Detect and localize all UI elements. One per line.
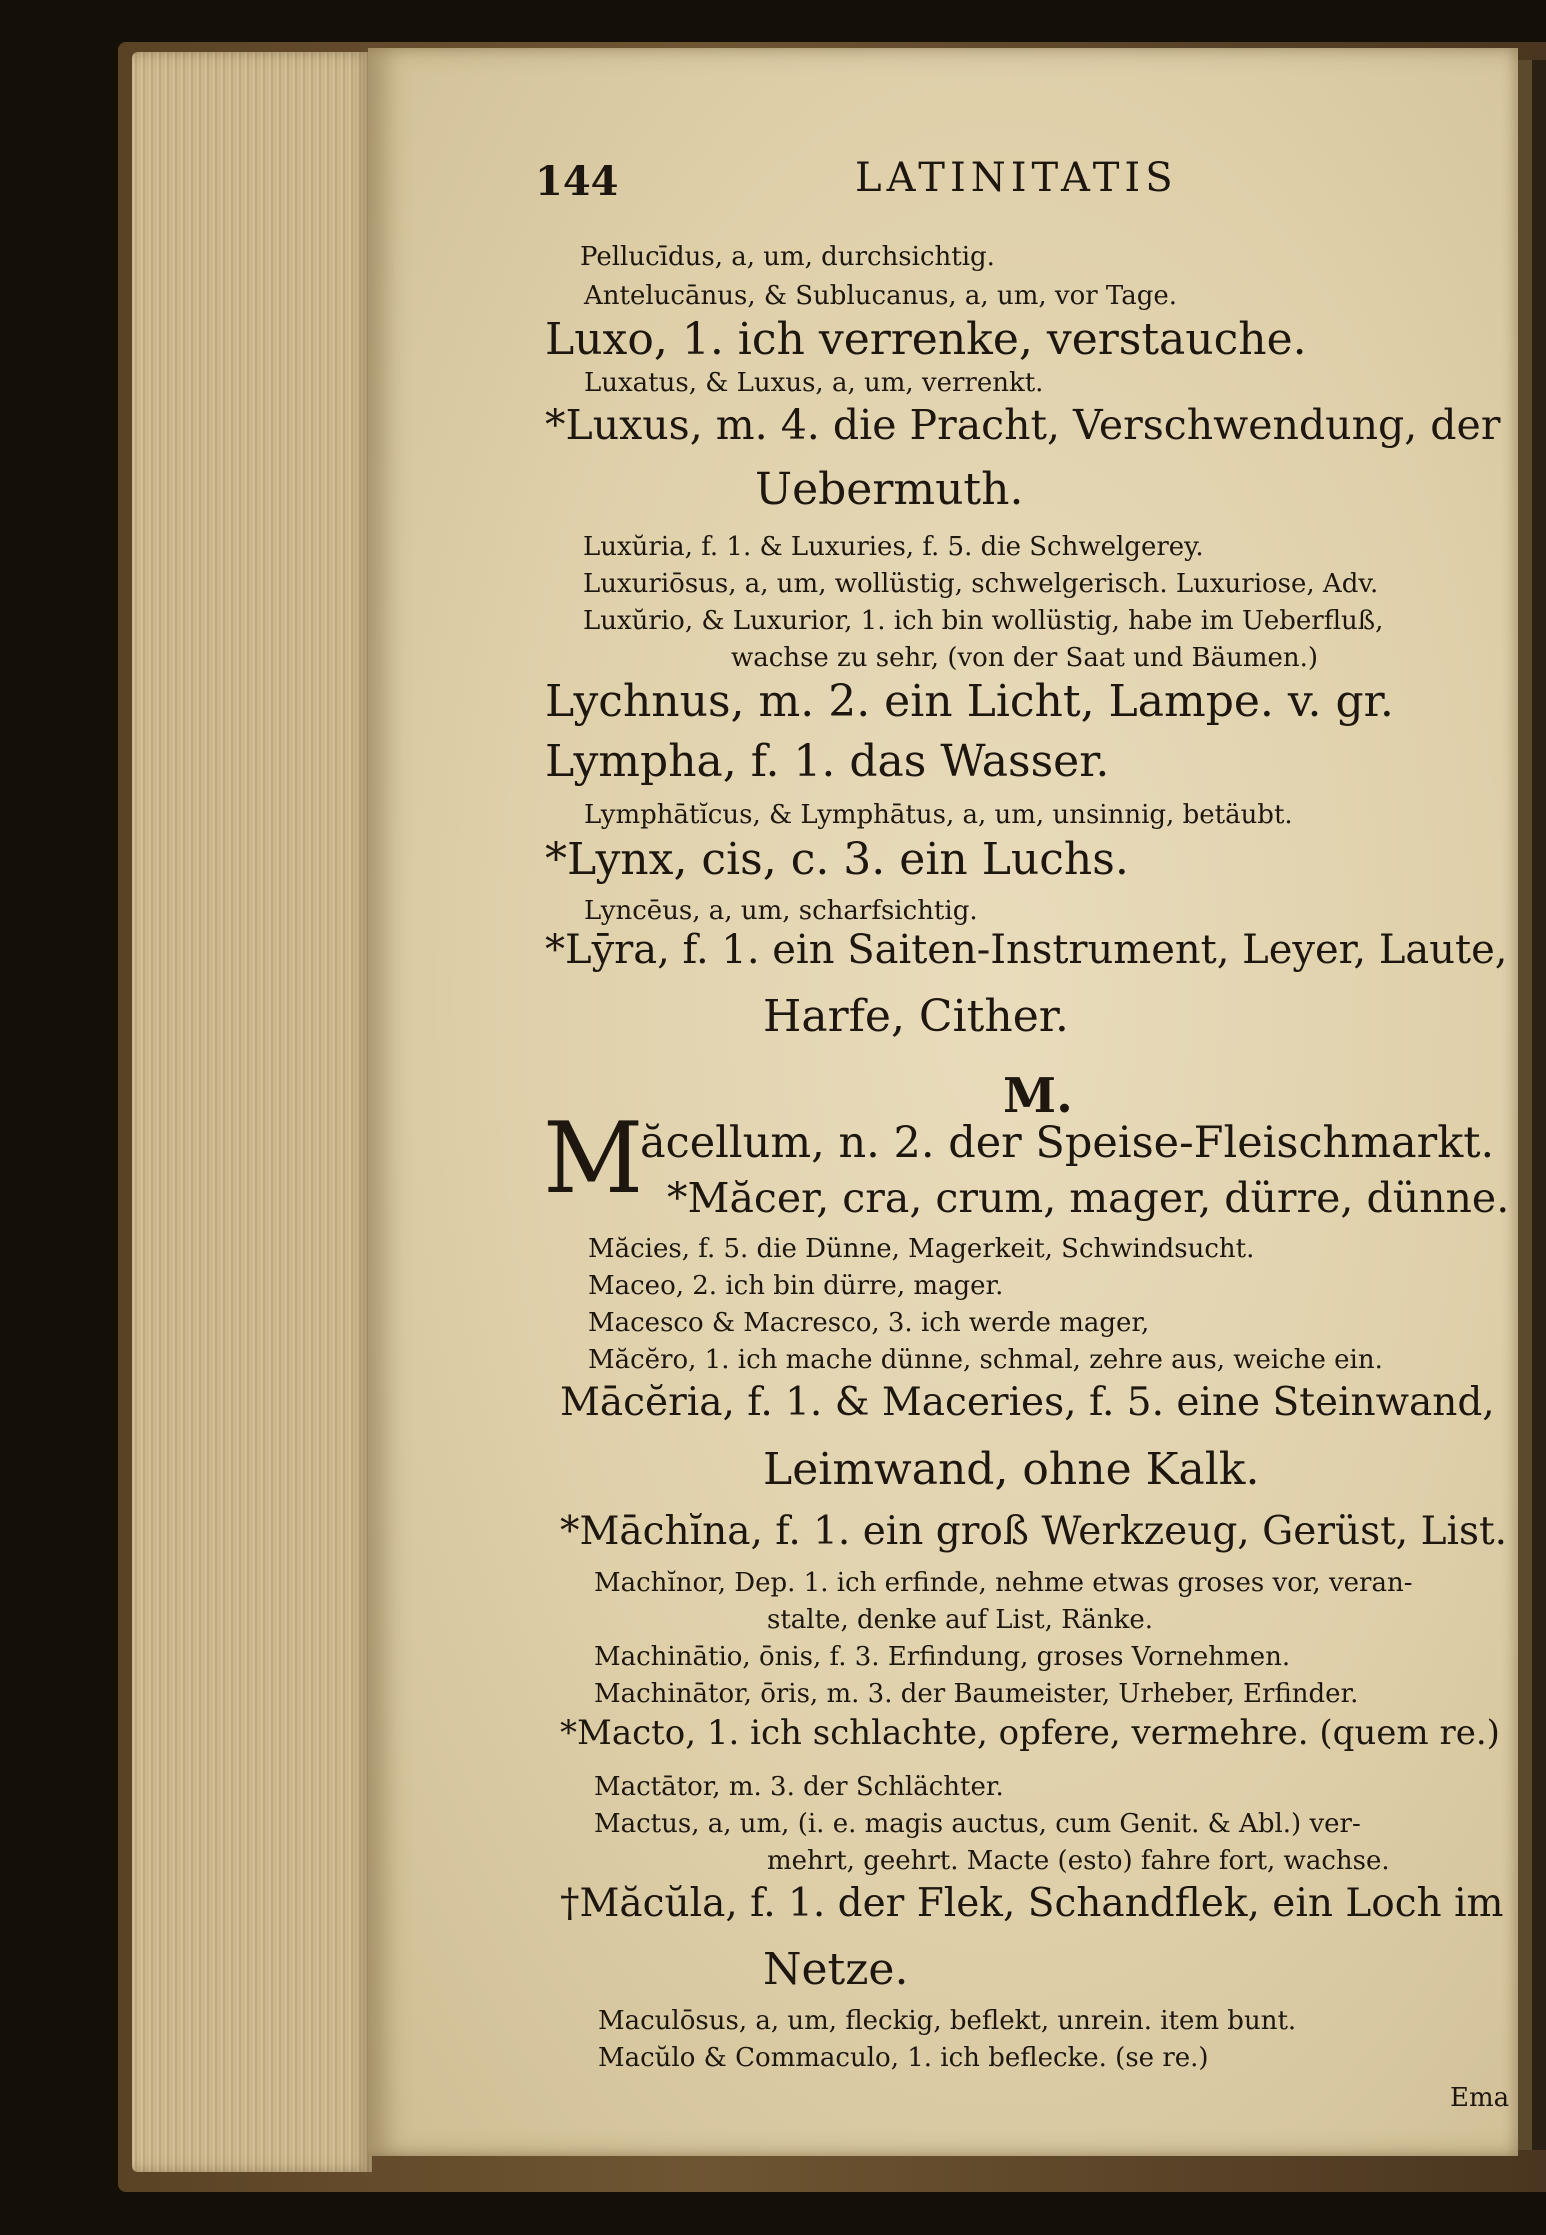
entry-line: Măcĕro, 1. ich mache dünne, schmal, zehre aus, weiche ein. [588, 1345, 1383, 1375]
entry-line: Pellucīdus, a, um, durchsichtig. [580, 242, 995, 272]
entry-line: Luxŭria, f. 1. & Luxuries, f. 5. die Schwelgerey. [583, 532, 1204, 562]
entry-line: Antelucānus, & Sublucanus, a, um, vor Tage. [584, 281, 1178, 311]
entry-line: Macesco & Macresco, 3. ich werde mager, [588, 1308, 1150, 1338]
headword-line: Harfe, Cither. [763, 991, 1069, 1042]
headword-line: Lympha, f. 1. das Wasser. [545, 736, 1110, 787]
headword-line: ăcellum, n. 2. der Speise-Fleischmarkt. [640, 1118, 1495, 1168]
page-number: 144 [535, 158, 619, 205]
entry-line: Machinātio, ōnis, f. 3. Erfindung, groses Vornehmen. [594, 1642, 1291, 1672]
drop-cap: M [543, 1102, 644, 1216]
section-heading: M. [1003, 1068, 1073, 1124]
headword-line: †Măcŭla, f. 1. der Flek, Schandflek, ein Loch im [560, 1881, 1504, 1926]
headword-line: Mācĕria, f. 1. & Maceries, f. 5. eine Steinwand, [560, 1380, 1495, 1425]
entry-line: mehrt, geehrt. Macte (esto) fahre fort, wachse. [767, 1846, 1390, 1876]
headword-line: *Māchĭna, f. 1. ein groß Werkzeug, Gerüst, List. [560, 1509, 1508, 1554]
entry-line: Machinātor, ōris, m. 3. der Baumeister, Urheber, Erfinder. [594, 1679, 1359, 1709]
headword-line: Uebermuth. [755, 464, 1024, 515]
entry-line: Luxŭrio, & Luxurior, 1. ich bin wollüstig, habe im Ueberfluß, [583, 606, 1384, 636]
headword-line: Luxo, 1. ich verrenke, verstauche. [545, 314, 1307, 365]
headword-line: Netze. [763, 1944, 909, 1995]
entry-line: Luxatus, & Luxus, a, um, verrenkt. [584, 368, 1044, 398]
entry-line: Măcies, f. 5. die Dünne, Magerkeit, Schwindsucht. [588, 1234, 1255, 1264]
headword-line: Leimwand, ohne Kalk. [763, 1444, 1260, 1495]
entry-line: Maceo, 2. ich bin dürre, mager. [588, 1271, 1004, 1301]
entry-line: stalte, denke auf List, Ränke. [767, 1605, 1154, 1635]
headword-line: *Luxus, m. 4. die Pracht, Verschwendung, der [545, 401, 1501, 449]
entry-line: Maculōsus, a, um, fleckig, beflekt, unrein. item bunt. [598, 2006, 1297, 2036]
entry-line: Luxuriōsus, a, um, wollüstig, schwelgerisch. Luxuriose, Adv. [583, 569, 1379, 599]
headword-line: *Macto, 1. ich schlachte, opfere, vermehre. (quem re.) [560, 1713, 1500, 1753]
entry-line: Mactus, a, um, (i. e. magis auctus, cum Genit. & Abl.) ver- [594, 1809, 1361, 1839]
entry-line: Lyncēus, a, um, scharfsichtig. [584, 896, 978, 926]
running-title: LATINITATIS [855, 155, 1178, 201]
headword-line: *Măcer, cra, crum, mager, dürre, dünne. [667, 1174, 1510, 1222]
headword-line: *Lynx, cis, c. 3. ein Luchs. [545, 834, 1129, 885]
entry-line: Machĭnor, Dep. 1. ich erfinde, nehme etwas groses vor, veran- [594, 1568, 1413, 1598]
entry-line: Lymphātĭcus, & Lymphātus, a, um, unsinnig, betäubt. [584, 800, 1293, 830]
catchword: Ema [1450, 2083, 1510, 2113]
entry-line: Macŭlo & Commaculo, 1. ich beflecke. (se re.) [598, 2043, 1209, 2073]
entry-line: wachse zu sehr, (von der Saat und Bäumen.) [731, 643, 1319, 673]
entry-line: Mactātor, m. 3. der Schlächter. [594, 1772, 1004, 1802]
headword-line: *Lȳra, f. 1. ein Saiten-Instrument, Leyer, Laute, [545, 927, 1508, 973]
headword-line: Lychnus, m. 2. ein Licht, Lampe. v. gr. [545, 676, 1394, 727]
